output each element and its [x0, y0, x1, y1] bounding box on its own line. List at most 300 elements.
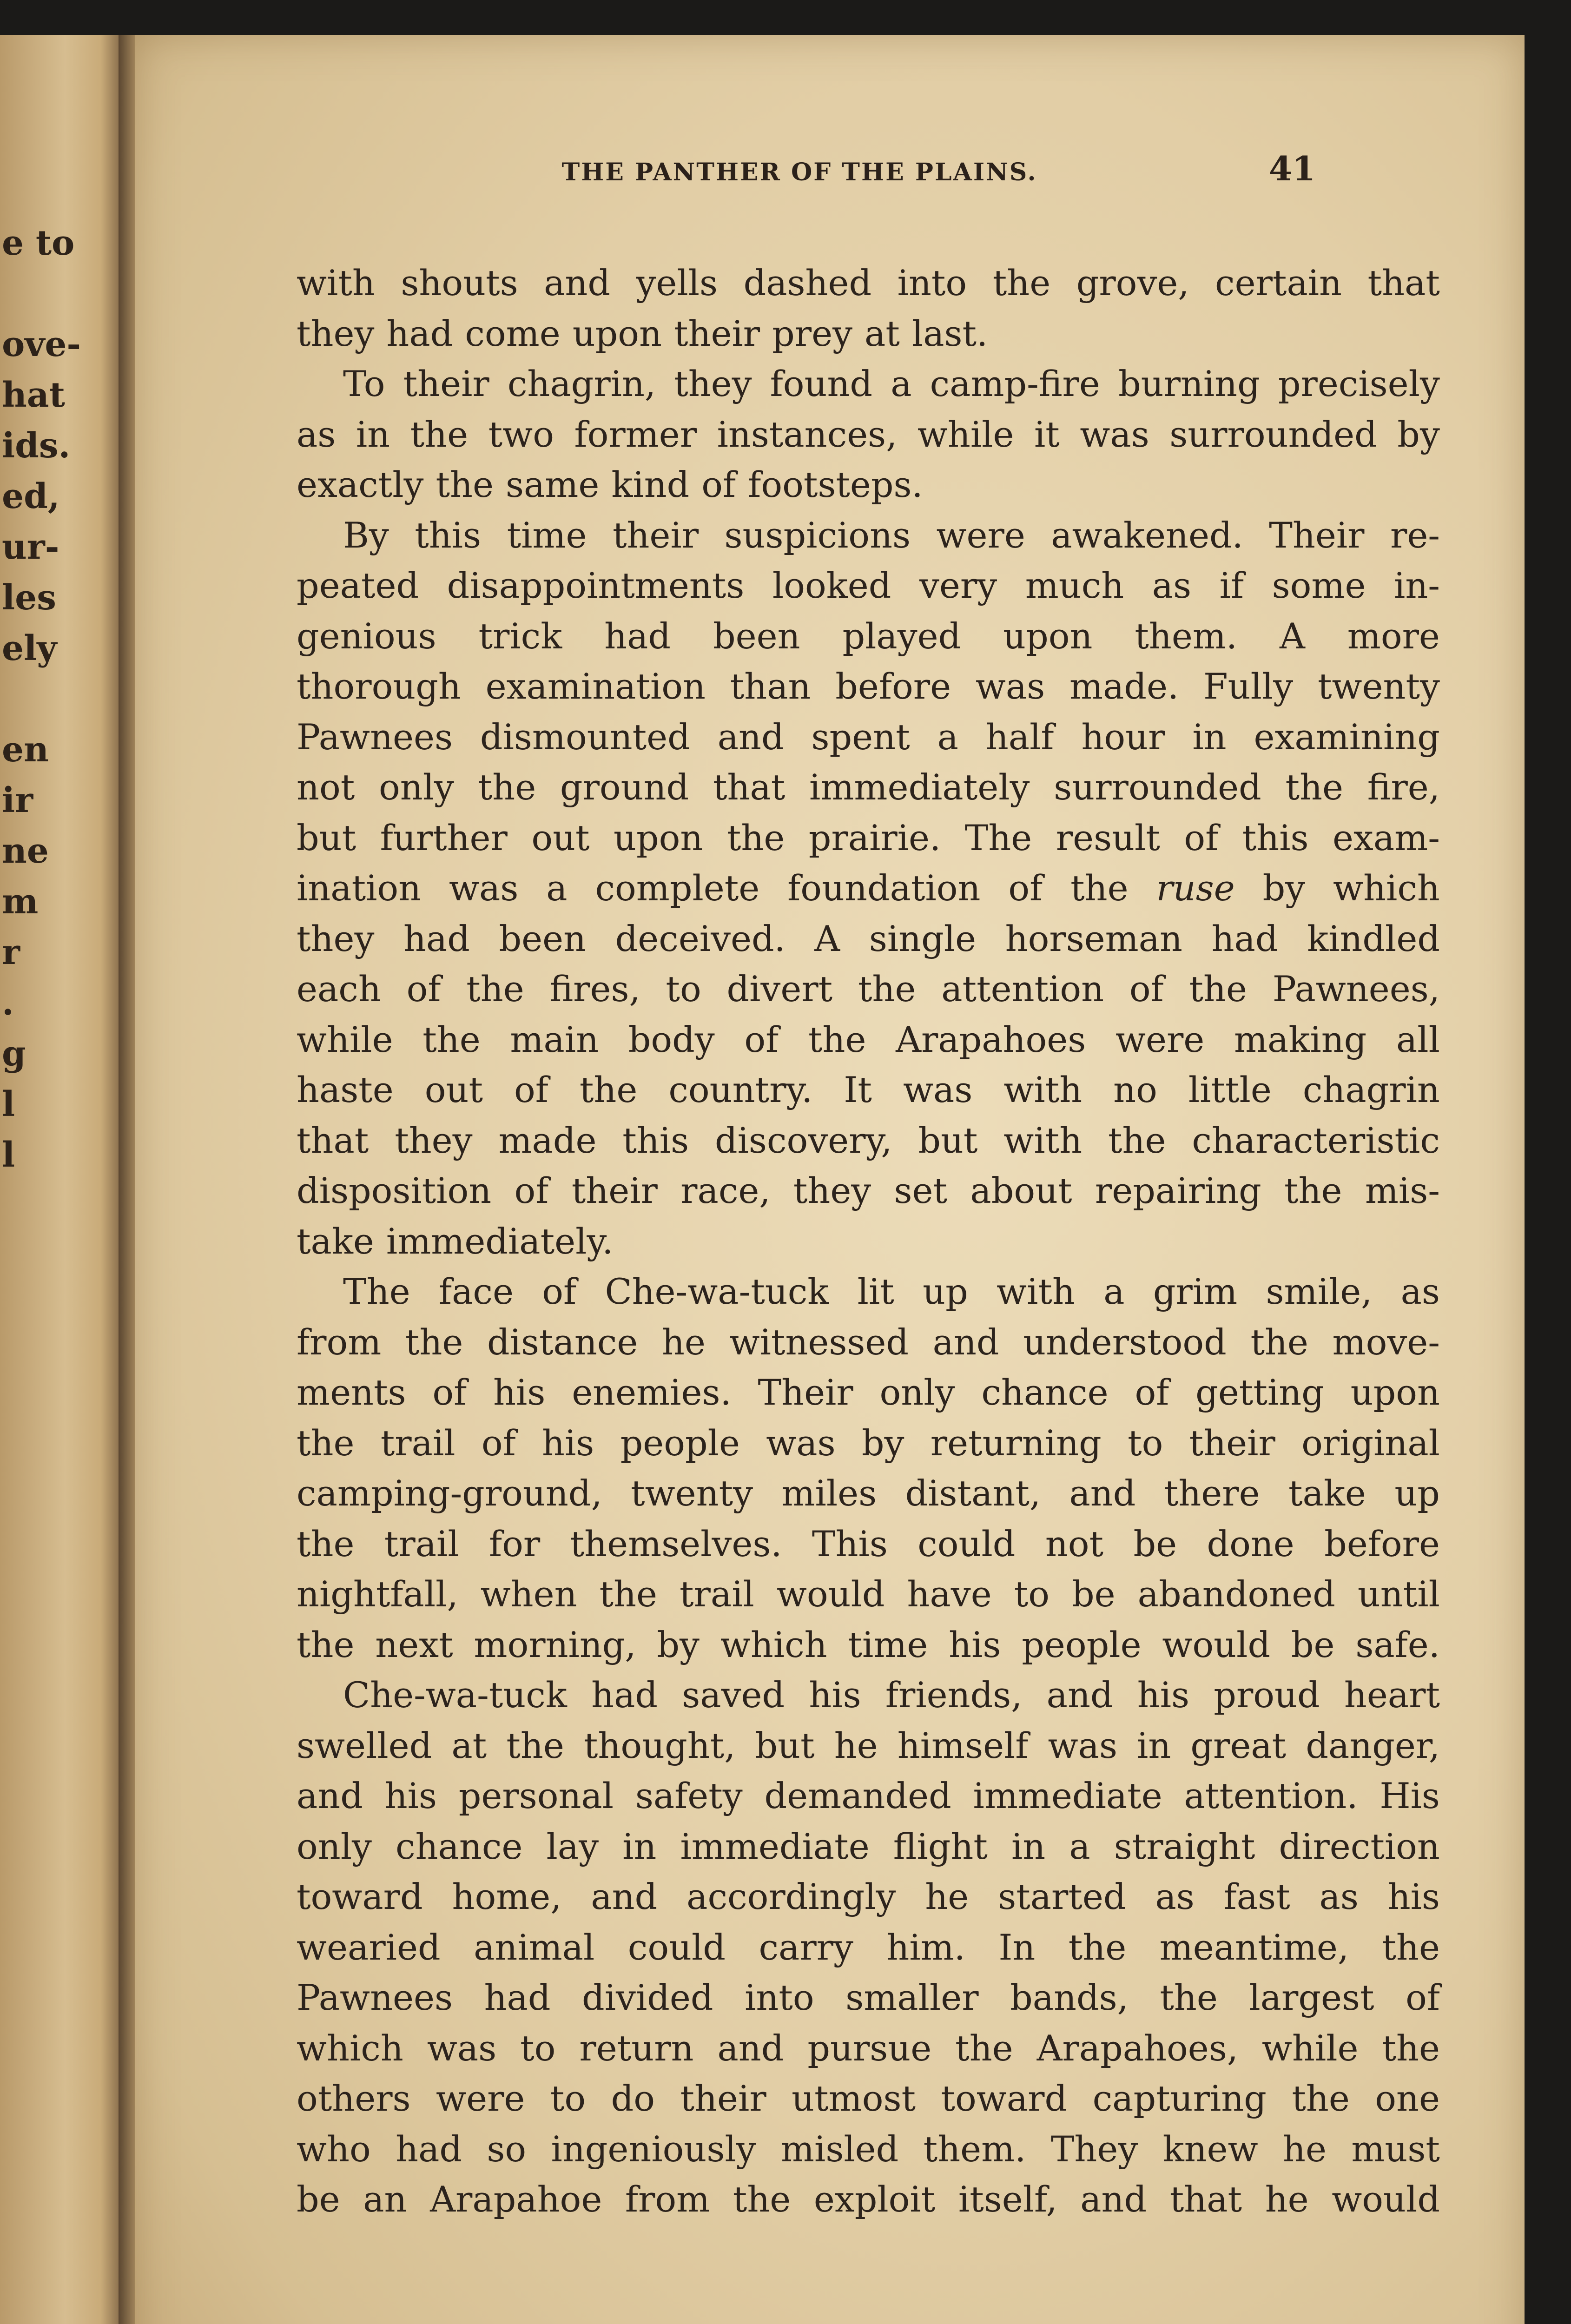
word: The [964, 817, 1032, 858]
text-line [297, 1922, 1440, 1973]
word: the [1382, 2027, 1440, 2069]
text-line [297, 359, 1440, 409]
word: only [379, 766, 454, 808]
word: be [1133, 1523, 1177, 1565]
word: while [917, 413, 1014, 455]
body-text [297, 258, 1440, 2225]
book-page [135, 35, 1525, 2324]
word: half [985, 716, 1054, 758]
word: and [1046, 1674, 1113, 1716]
word: as [297, 413, 336, 455]
word: of [1135, 1372, 1169, 1413]
word: to [1128, 1422, 1163, 1464]
word: the [1292, 2078, 1350, 2119]
word: a [1069, 1825, 1090, 1867]
word: was [427, 2027, 497, 2069]
word: a [1103, 1271, 1125, 1312]
word: of [1184, 817, 1219, 858]
previous-page-fragment: en [2, 730, 49, 770]
word: By [343, 514, 389, 556]
word: disposition [297, 1170, 492, 1211]
word: and [1069, 1472, 1136, 1514]
text-line [297, 712, 1440, 763]
word: toward [941, 2078, 1068, 2119]
word: Their [1269, 514, 1365, 556]
word: their [674, 312, 760, 354]
word: his [1387, 1876, 1440, 1917]
word: dismounted [480, 716, 690, 758]
text-line [297, 2124, 1440, 2175]
word: which [720, 1624, 827, 1665]
word: the [410, 413, 469, 455]
word: misled [780, 2128, 899, 2170]
text-line [297, 1367, 1440, 1418]
word: they [297, 312, 375, 354]
word: precisely [1278, 363, 1440, 404]
word: this [415, 514, 482, 556]
word: attention. [1184, 1775, 1358, 1816]
word: the [297, 1422, 355, 1464]
word: the [1070, 867, 1129, 909]
word: of [481, 1422, 516, 1464]
word: Arapahoes [896, 1018, 1086, 1060]
word: distance [487, 1321, 638, 1363]
previous-page-fragment: m [2, 882, 39, 922]
word: before [835, 666, 951, 707]
word: of [1008, 867, 1043, 909]
word: A [1279, 615, 1305, 657]
word: before [1324, 1523, 1440, 1565]
word: had [403, 918, 470, 959]
word: face [438, 1271, 514, 1312]
word: Their [758, 1372, 853, 1413]
word: ground [560, 766, 689, 808]
word: out [531, 817, 590, 858]
word: mis- [1365, 1170, 1440, 1211]
text-line [297, 409, 1440, 460]
word: repairing [1095, 1170, 1261, 1211]
word: they [674, 363, 752, 404]
word: with [1003, 1069, 1083, 1110]
word: each [297, 968, 381, 1010]
text-line [297, 1166, 1440, 1216]
word: only [297, 1825, 372, 1867]
word: divert [726, 968, 833, 1010]
previous-page-fragment: ely [2, 628, 57, 668]
word: by [1397, 413, 1440, 455]
word: accordingly [686, 1876, 896, 1917]
word: that [713, 766, 786, 808]
word: saved [682, 1674, 785, 1716]
word: twenty [1317, 666, 1440, 707]
word: and [932, 1321, 999, 1363]
word: in [1192, 716, 1227, 758]
word: foundation [787, 867, 981, 909]
word: up [1394, 1472, 1440, 1514]
word: and [297, 1775, 363, 1816]
word: their [612, 514, 699, 556]
word: in- [1394, 565, 1440, 606]
previous-page-fragment: hat [2, 375, 65, 415]
word: was [1048, 1724, 1117, 1766]
word: was [903, 1069, 973, 1110]
word: him. [886, 1926, 965, 1968]
word: surrounded [1169, 413, 1377, 455]
text-line [297, 1065, 1440, 1116]
word: found [770, 363, 873, 404]
word: The [343, 1271, 410, 1312]
word: lay [546, 1825, 599, 1867]
text-line [297, 863, 1440, 914]
word: flight [893, 1825, 988, 1867]
word: their [680, 2078, 766, 2119]
word: but [297, 817, 356, 858]
word: awakened. [1051, 514, 1243, 556]
word: returning [930, 1422, 1102, 1464]
word: burning [1118, 363, 1260, 404]
word: his [542, 1422, 594, 1464]
word: more [1347, 615, 1440, 657]
word: which [297, 2027, 403, 2069]
word: upon [572, 312, 662, 354]
word: they [395, 1119, 473, 1161]
word: former [574, 413, 697, 455]
word: characteristic [1192, 1119, 1440, 1161]
word: of [514, 1069, 548, 1110]
word: they [793, 1170, 871, 1211]
word: but [755, 1724, 815, 1766]
word: while [297, 1018, 393, 1060]
word: in [356, 413, 390, 455]
word: this [622, 1119, 689, 1161]
word: They [1050, 2128, 1138, 2170]
word: only [879, 1372, 955, 1413]
text-line [297, 510, 1440, 561]
book-gutter [119, 35, 137, 2324]
word: into [745, 1977, 814, 2018]
word: knew [1162, 2128, 1258, 2170]
word: safe. [1355, 1624, 1440, 1665]
word: were [936, 514, 1025, 556]
word: ruse [1156, 867, 1235, 909]
word: horseman [1005, 918, 1182, 959]
previous-page-fragment: g [2, 1034, 26, 1074]
word: and [544, 262, 611, 304]
word: trail [680, 1573, 754, 1615]
word: ination [297, 867, 422, 909]
word: in [622, 1825, 657, 1867]
word: immediately. [386, 1220, 614, 1262]
word: have [907, 1573, 992, 1615]
word: his [493, 1372, 546, 1413]
word: twenty [631, 1472, 753, 1514]
word: looked [772, 565, 891, 606]
word: of [744, 1018, 779, 1060]
word: it [1034, 413, 1060, 455]
word: his [384, 1775, 437, 1816]
text-line [297, 258, 1440, 309]
word: of [514, 1170, 549, 1211]
word: next [375, 1624, 453, 1665]
word: by [861, 1422, 904, 1464]
word: until [1357, 1573, 1440, 1615]
word: by [1262, 867, 1306, 909]
text-line [297, 1670, 1440, 1721]
word: upon [1003, 615, 1093, 657]
word: two [488, 413, 554, 455]
word: who [297, 2128, 371, 2170]
word: the [1160, 1977, 1218, 2018]
text-line [297, 1822, 1440, 1872]
word: had [591, 1674, 658, 1716]
word: wearied [297, 1926, 441, 1968]
word: In [998, 1926, 1036, 1968]
word: than [730, 666, 811, 707]
word: was [766, 1422, 836, 1464]
word: of [1406, 1977, 1440, 2018]
word: made [498, 1119, 597, 1161]
word: pursue [807, 2027, 932, 2069]
word: camp-fire [930, 363, 1100, 404]
word: the [297, 1624, 355, 1665]
word: played [842, 615, 961, 657]
previous-page-fragment: e to [2, 223, 75, 263]
text-line [297, 1620, 1440, 1670]
word: the [992, 262, 1051, 304]
word: Che-wa-tuck [605, 1271, 829, 1312]
previous-page-fragment: ove- [2, 324, 81, 364]
word: immediate [680, 1825, 870, 1867]
word: of [406, 968, 441, 1010]
word: smile, [1266, 1271, 1373, 1312]
word: to [1014, 1573, 1050, 1615]
word: immediately [809, 766, 1030, 808]
word: were [1115, 1018, 1205, 1060]
word: be [1291, 1624, 1335, 1665]
word: had [1211, 918, 1278, 959]
word: to [520, 2027, 556, 2069]
word: them. [923, 2128, 1026, 2170]
text-line [297, 1418, 1440, 1469]
word: exactly [297, 464, 424, 505]
text-line [297, 2073, 1440, 2124]
word: proud [1214, 1674, 1320, 1716]
text-line [297, 460, 1440, 510]
text-line [297, 1569, 1440, 1620]
word: his [809, 1674, 861, 1716]
word: return [579, 2027, 694, 2069]
word: To [343, 363, 385, 404]
word: swelled [297, 1724, 432, 1766]
word: fast [1223, 1876, 1290, 1917]
word: safety [635, 1775, 743, 1816]
word: fire, [1367, 766, 1440, 808]
word: Pawnees [297, 716, 453, 758]
word: of [1129, 968, 1164, 1010]
word: great [1190, 1724, 1287, 1766]
word: miles [781, 1472, 877, 1514]
word: as [1155, 1876, 1195, 1917]
word: a [937, 716, 958, 758]
word: to [550, 2078, 586, 2119]
word: out [424, 1069, 483, 1110]
text-line [297, 2023, 1440, 2074]
word: could [918, 1523, 1016, 1565]
word: they [297, 918, 375, 959]
word: complete [595, 867, 760, 909]
word: time [848, 1624, 928, 1665]
word: same [505, 464, 600, 505]
word: all [1396, 1018, 1440, 1060]
word: he [834, 1724, 878, 1766]
previous-page-fragment: l [2, 1084, 15, 1124]
word: attention [941, 968, 1104, 1010]
word: take [297, 1220, 374, 1262]
word: his [1137, 1674, 1190, 1716]
text-line [297, 964, 1440, 1015]
word: kindled [1307, 918, 1440, 959]
word: from [297, 1321, 382, 1363]
page-number: 41 [1269, 149, 1316, 188]
word: move- [1332, 1321, 1440, 1363]
word: the [808, 1018, 866, 1060]
word: of [432, 1372, 467, 1413]
word: people [620, 1422, 740, 1464]
text-line [297, 1116, 1440, 1166]
word: his [949, 1624, 1001, 1665]
word: little [1188, 1069, 1272, 1110]
word: trail [380, 1422, 455, 1464]
word: chance [396, 1825, 523, 1867]
word: as [1400, 1271, 1440, 1312]
word: carry [759, 1926, 853, 1968]
word: re- [1390, 514, 1440, 556]
text-line [297, 661, 1440, 712]
previous-page-fragment: les [2, 578, 56, 618]
word: lit [857, 1271, 894, 1312]
word: main [510, 1018, 599, 1060]
word: the [1068, 1926, 1127, 1968]
word: upon [614, 817, 703, 858]
word: trail [384, 1523, 459, 1565]
text-line [297, 1519, 1440, 1570]
word: be [1072, 1573, 1116, 1615]
word: of [701, 464, 736, 505]
word: nightfall, [297, 1573, 458, 1615]
word: the [297, 1523, 355, 1565]
previous-page-fragment: ed, [2, 476, 60, 516]
word: and [717, 2027, 784, 2069]
word: danger, [1306, 1724, 1440, 1766]
word: of [542, 1271, 577, 1312]
word: their [403, 363, 489, 404]
word: animal [474, 1926, 595, 1968]
word: would [776, 1573, 885, 1615]
word: thought, [583, 1724, 736, 1766]
word: would [1162, 1624, 1271, 1665]
word: he [1283, 2128, 1327, 2170]
word: as [1152, 565, 1192, 606]
previous-page-fragment: l [2, 1135, 15, 1175]
previous-page-fragment: ne [2, 831, 49, 871]
word: the [1250, 1321, 1308, 1363]
word: certain [1215, 262, 1342, 304]
word: morning, [474, 1624, 636, 1665]
word: people [1022, 1624, 1142, 1665]
word: but [918, 1119, 978, 1161]
word: chagrin, [507, 363, 656, 404]
word: if [1219, 565, 1244, 606]
word: up [923, 1271, 968, 1312]
word: deceived. [615, 918, 786, 959]
word: original [1301, 1422, 1440, 1464]
word: from [625, 2179, 710, 2220]
word: he [925, 1876, 969, 1917]
word: understood [1023, 1321, 1227, 1363]
word: grim [1153, 1271, 1238, 1312]
word: itself, [958, 2179, 1057, 2220]
word: their [571, 1170, 658, 1211]
text-line [297, 561, 1440, 611]
previous-page-fragment: ir [2, 780, 33, 820]
word: very [919, 565, 997, 606]
word: one [1375, 2078, 1440, 2119]
word: the [1285, 766, 1344, 808]
word: demanded [764, 1775, 951, 1816]
previous-page-fragment: ids. [2, 426, 71, 466]
word: It [844, 1069, 872, 1110]
word: genious [297, 615, 436, 657]
word: Che-wa-tuck [343, 1674, 567, 1716]
word: by [657, 1624, 700, 1665]
word: dashed [743, 262, 872, 304]
word: so [487, 2128, 527, 2170]
word: their [1189, 1422, 1275, 1464]
word: the [599, 1573, 658, 1615]
word: the [955, 2027, 1013, 2069]
word: surrounded [1054, 766, 1261, 808]
word: must [1351, 2128, 1440, 2170]
word: largest [1249, 1977, 1374, 2018]
word: had [604, 615, 671, 657]
word: the [579, 1069, 638, 1110]
text-line [297, 2174, 1440, 2225]
word: chagrin [1302, 1069, 1440, 1110]
text-line [297, 611, 1440, 662]
word: race, [680, 1170, 771, 1211]
word: Pawnees, [1272, 968, 1440, 1010]
word: no [1113, 1069, 1157, 1110]
word: this [1242, 817, 1309, 858]
word: was [449, 867, 519, 909]
word: would [1332, 2179, 1440, 2220]
previous-page-edge [0, 35, 119, 2324]
word: at [865, 312, 900, 354]
word: in [1011, 1825, 1046, 1867]
text-line [297, 813, 1440, 864]
word: time [507, 514, 587, 556]
word: exploit [813, 2179, 936, 2220]
word: he [1265, 2179, 1309, 2220]
text-line [297, 1468, 1440, 1519]
word: getting [1195, 1372, 1324, 1413]
word: Pawnees [297, 1977, 453, 2018]
word: into [897, 262, 967, 304]
word: the [1189, 968, 1247, 1010]
word: ingeniously [551, 2128, 756, 2170]
word: the [478, 766, 536, 808]
word: thorough [297, 666, 461, 707]
